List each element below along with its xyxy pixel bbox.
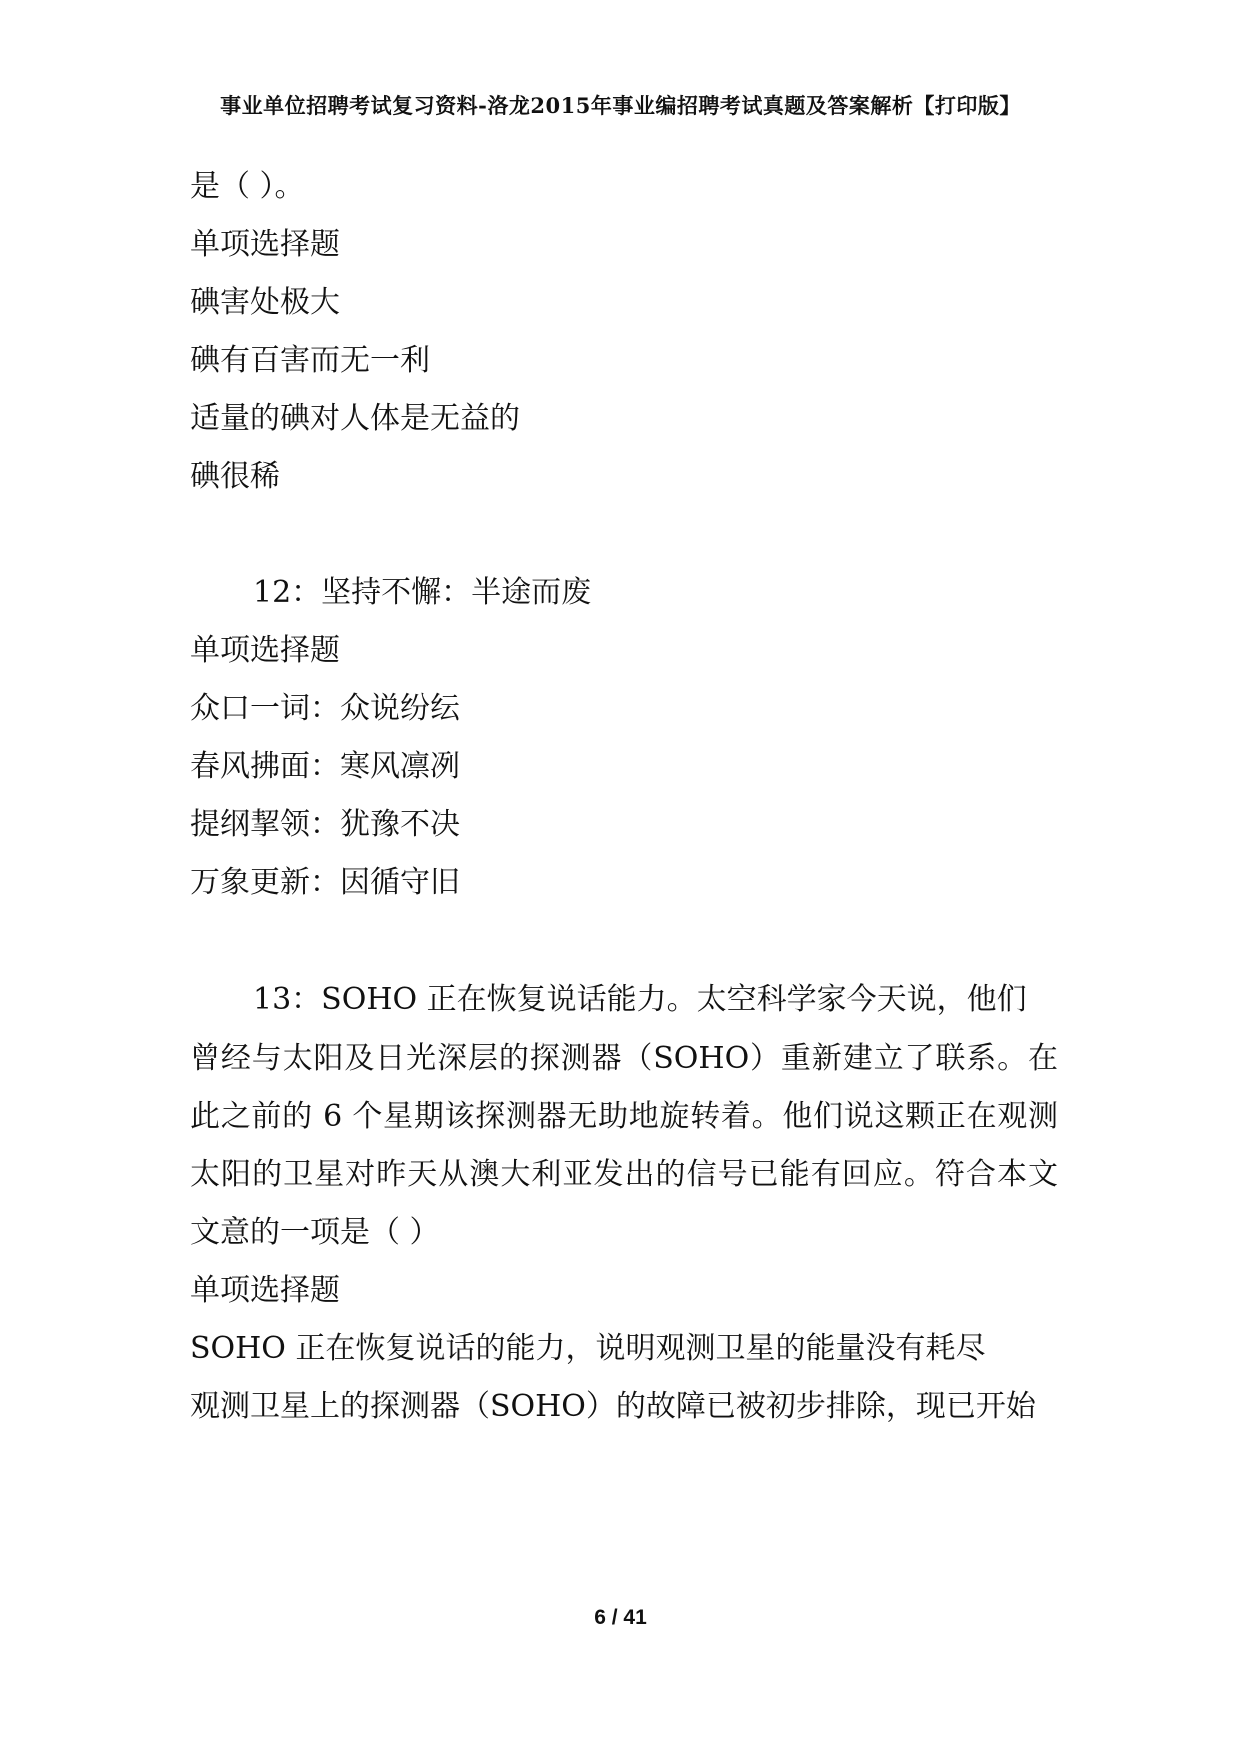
q12-option-a: 众口一词：众说纷纭 — [190, 691, 460, 726]
q13-option-b: 观测卫星上的探测器（SOHO）的故障已被初步排除，现已开始 — [190, 1389, 1036, 1424]
page-number: 6 / 41 — [594, 1606, 647, 1629]
q11-option-a: 碘害处极大 — [190, 285, 340, 320]
q13-stem-line-2: 曾经与太阳及日光深层的探测器（SOHO）重新建立了联系。在 — [190, 1041, 1058, 1076]
q13-stem-line-3: 此之前的 6 个星期该探测器无助地旋转着。他们说这颗正在观测 — [190, 1099, 1058, 1134]
q11-option-b: 碘有百害而无一利 — [190, 343, 430, 378]
q13-stem-line-1: 13：SOHO 正在恢复说话能力。太空科学家今天说，他们 — [253, 982, 1027, 1017]
q13-stem-line-5: 文意的一项是（ ） — [190, 1215, 440, 1250]
q11-type: 单项选择题 — [190, 227, 340, 262]
page-header: 事业单位招聘考试复习资料-洛龙2015年事业编招聘考试真题及答案解析【打印版】 — [220, 93, 1021, 118]
q12-option-b: 春风拂面：寒风凛冽 — [190, 749, 460, 784]
q11-stem-end: 是（ ）。 — [190, 169, 305, 204]
q12-type: 单项选择题 — [190, 633, 340, 668]
q11-option-c: 适量的碘对人体是无益的 — [190, 401, 520, 436]
q13-type: 单项选择题 — [190, 1273, 340, 1308]
q12-option-d: 万象更新：因循守旧 — [190, 865, 460, 900]
q11-option-d: 碘很稀 — [190, 459, 280, 494]
q12-stem: 12：坚持不懈：半途而废 — [253, 575, 592, 610]
q13-stem-line-4: 太阳的卫星对昨天从澳大利亚发出的信号已能有回应。符合本文 — [190, 1157, 1058, 1192]
q12-option-c: 提纲挈领：犹豫不决 — [190, 807, 460, 842]
q13-option-a: SOHO 正在恢复说话的能力，说明观测卫星的能量没有耗尽 — [190, 1331, 986, 1366]
